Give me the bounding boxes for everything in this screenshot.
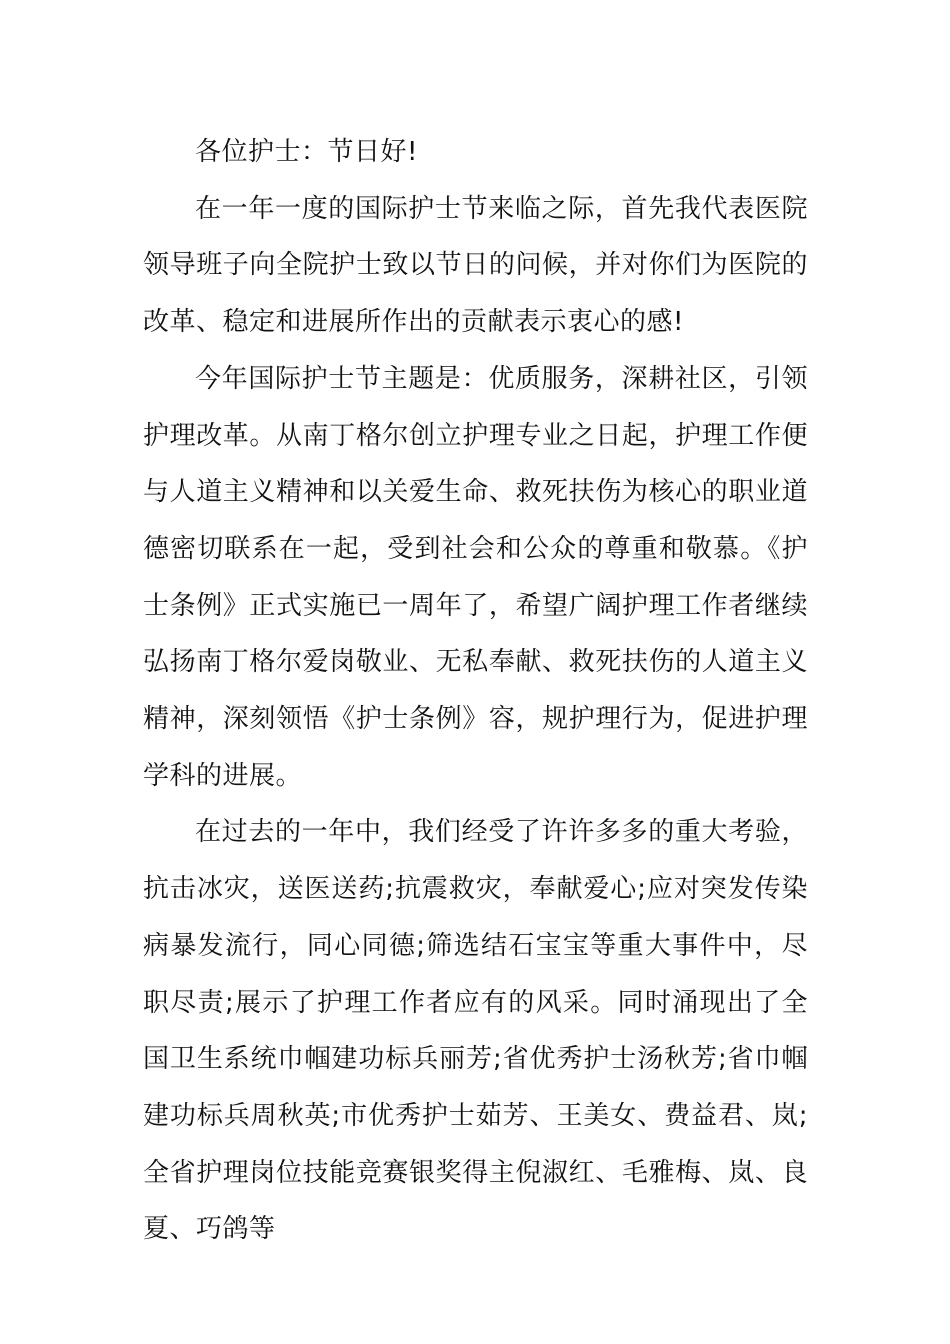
paragraph-1: 在一年一度的国际护士节来临之际，首先我代表医院领导班子向全院护士致以节日的问候，并对你们为医院的改革、稳定和进展所作出的贡献表示衷心的感! [143, 193, 808, 338]
greeting-paragraph: 各位护士：节日好! [195, 137, 418, 167]
paragraph-2: 今年国际护士节主题是：优质服务，深耕社区，引领护理改革。从南丁格尔创立护理专业之日起，护理工作便与人道主义精神和以关爱生命、救死扶伤为核心的职业道德密切联系在一起，受到社会和公众的尊重和敬慕。《护士条例》正式实施已一周年了，希望广阔护理工作者继续弘扬南丁格尔爱岗敬业、无私奉献、救死扶伤的人道主义精神，深刻领悟《护士条例》容，规护理行为，促进护理学科的进展。 [143, 363, 808, 791]
document-body [143, 124, 808, 1258]
paragraph-3: 在过去的一年中，我们经受了许许多多的重大考验，抗击冰灾，送医送药;抗震救灾，奉献爱心;应对突发传染病暴发流行，同心同德;筛选结石宝宝等重大事件中，尽职尽责;展示了护理工作者应有的风采。同时涌现出了全国卫生系统巾帼建功标兵丽芳;省优秀护士汤秋芳;省巾帼建功标兵周秋英;市优秀护士茹芳、王美女、费益君、岚;全省护理岗位技能竞赛银奖得主倪淑红、毛雅梅、岚、良夏、巧鸽等 [143, 817, 808, 1245]
